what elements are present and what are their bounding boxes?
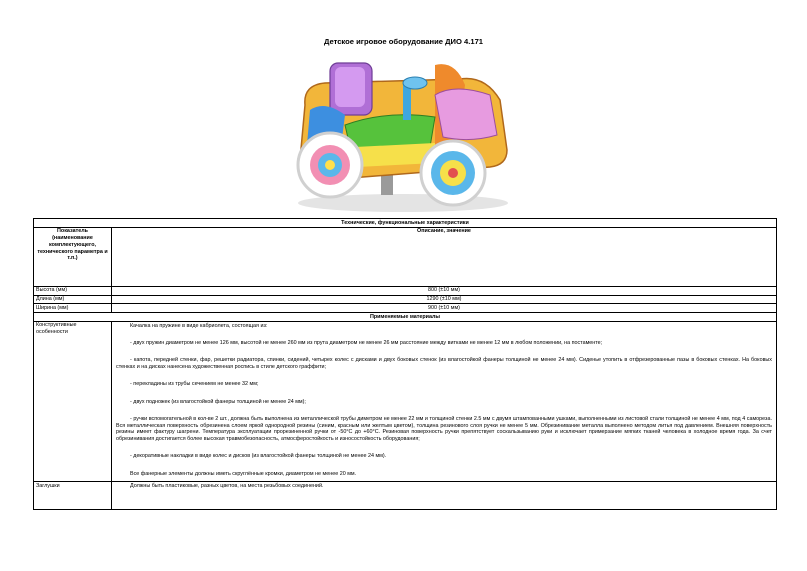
param-length: Длина (мм) <box>34 295 112 304</box>
construct-paragraph: - двух пружин диаметром не менее 126 мм, высотой не менее 260 мм из прута диаметром не менее 26 мм расстояние между витками не менее 12 мм в любом положении, на постаменте; <box>130 340 603 346</box>
plugs-description: Должны быть пластиковые, разных цветов, на места резьбовых соединений. <box>112 482 777 510</box>
table-row <box>34 482 777 510</box>
construct-description <box>112 321 777 482</box>
value-length: 1290 (±10 мм) <box>112 295 777 304</box>
table-row <box>34 321 777 482</box>
table-row <box>34 295 777 304</box>
construct-paragraph: Все фанерные элементы должны иметь скруглённые кромки, диаметром не менее 20 мм. <box>130 470 357 477</box>
table-row <box>34 286 777 295</box>
plugs-label: Заглушки <box>34 482 112 510</box>
param-height: Высота (мм) <box>34 286 112 295</box>
value-height: 800 (±10 мм) <box>112 286 777 295</box>
table-row <box>34 304 777 313</box>
column-header-param: Показатель (наименование комплектующего, технического параметра и т.п.) <box>34 227 112 286</box>
construct-paragraph: - перекладины из трубы сечением не менее 32 мм; <box>130 381 259 388</box>
param-width: Ширина (мм) <box>34 304 112 313</box>
construct-paragraph: - ручки вспомогательной в кол-ве 2 шт., должна быть выполнена из металлической трубы диметром не менее 22 мм и толщиной стенки 2.5 мм с двумя штампованными ушками, выполненными из листовой стали толщиной не менее 4 мм, под 4 самореза. Вся металлическая поверхность обрезинена слоем яркой однородной резины (синим, красным или желтым цветом), толщина резинового слоя ручки не менее 5 мм. Обрезинивание металла выполнено методом литья под давлением. Внешняя поверхность резины имеет фактуру шагрени. Температура эксплуатации прорезиненной ручки от -50°С до +60°С. Резиновая поверхность ручки препятствует соскальзыванию руки и исключает примерзание мягких тканей человека в холодное время года. За счет обрезинивания достигается более высокая травмобезопасность, атмосферостойкость и износостойкость оборудования; <box>116 415 772 442</box>
construct-paragraph: - двух подножек (из влагостойкой фанеры толщиной не менее 24 мм); <box>130 398 306 405</box>
value-width: 900 (±10 мм) <box>112 304 777 313</box>
construct-paragraph: Качалка на пружине в виде кабриолета, состоящая из: <box>130 322 268 329</box>
section-header-materials: Применяемые материалы <box>34 313 777 322</box>
construct-label: Конструктивные особенности <box>34 321 112 482</box>
column-header-desc: Описание, значение <box>112 227 777 286</box>
document-title: Детское игровое оборудование ДИО 4.171 <box>323 37 484 46</box>
construct-paragraph: - декоративные накладки в виде колес и дисков (из влагостойкой фанеры толщиной не менее 24 мм). <box>130 453 387 460</box>
toy-car-playground-image <box>285 55 520 215</box>
construct-paragraph: - капота, передней стенки, фар, решетки радиатора, спинки, сидений, четырех колес с дисками и двух боковых стенок (из влагостойкой фанеры толщиной не менее 24 мм). Сиденье утопить в отфрезерованные пазы в боковых стенках. На боковых стенках и на дисках нанесена художественная роспись в стиле детского граффити; <box>116 357 772 370</box>
specification-table <box>33 218 777 510</box>
section-header-tech: Технические, функциональные характеристики <box>34 219 777 228</box>
